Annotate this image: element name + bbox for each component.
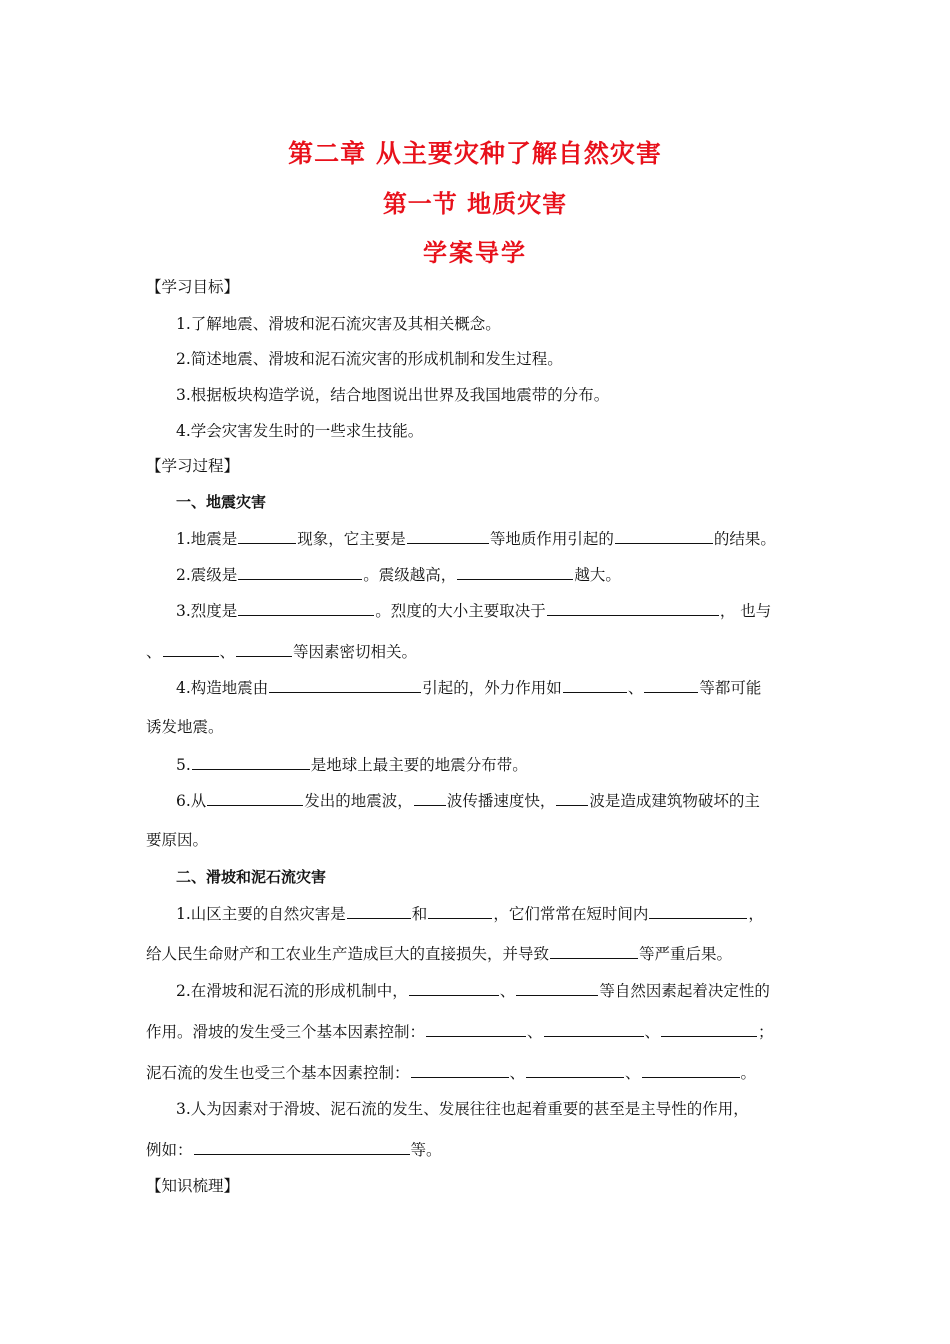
answer-blank[interactable] [428, 902, 492, 919]
answer-blank[interactable] [516, 979, 598, 996]
section-title: 第一节 地质灾害 [382, 190, 568, 218]
question-4: 4.构造地震由 引起的，外力作用如 、 等都可能 [176, 676, 761, 699]
question-2-2-cont2: 泥石流的发生也受三个基本因素控制： 、 、 。 [146, 1061, 756, 1084]
answer-blank[interactable] [238, 563, 362, 580]
answer-blank[interactable] [414, 789, 446, 806]
question-2-1-cont: 给人民生命财产和工农业生产造成巨大的直接损失，并导致 等严重后果。 [146, 942, 732, 965]
guide-title: 学案导学 [423, 239, 527, 267]
answer-blank[interactable] [526, 1061, 624, 1078]
chapter-title: 第二章 从主要灾种了解自然灾害 [288, 139, 662, 168]
goal-item: 2.简述地震、滑坡和泥石流灾害的形成机制和发生过程。 [176, 350, 563, 368]
answer-blank[interactable] [269, 676, 421, 693]
question-6: 6.从 发出的地震波， 波传播速度快， 波是造成建筑物破坏的主 [176, 789, 760, 812]
answer-blank[interactable] [661, 1020, 757, 1037]
answer-blank[interactable] [192, 753, 310, 770]
question-2-3-cont: 例如： 等。 [146, 1138, 442, 1161]
part2-heading: 二、滑坡和泥石流灾害 [176, 868, 327, 886]
answer-blank[interactable] [644, 676, 698, 693]
question-3-cont: 、 、 等因素密切相关。 [146, 640, 417, 663]
part1-heading: 一、地震灾害 [176, 493, 267, 511]
question-1: 1.地震是 现象，它主要是 等地质作用引起的 的结果。 [176, 527, 776, 550]
question-2: 2.震级是 。震级越高， 越大。 [176, 563, 621, 586]
question-6-cont: 要原因。 [146, 831, 209, 849]
goals-heading: 【学习目标】 [146, 278, 240, 296]
question-2-3: 3.人为因素对于滑坡、泥石流的发生、发展往往也起着重要的甚至是主导性的作用， [176, 1100, 749, 1118]
answer-blank[interactable] [457, 563, 573, 580]
answer-blank[interactable] [407, 527, 489, 544]
question-4-cont: 诱发地震。 [146, 718, 224, 736]
goal-item: 4.学会灾害发生时的一些求生技能。 [176, 422, 424, 440]
answer-blank[interactable] [615, 527, 713, 544]
question-3: 3.烈度是 。烈度的大小主要取决于 ， 也与 [176, 599, 771, 622]
question-2-2-cont: 作用。滑坡的发生受三个基本因素控制： 、 、 ； [146, 1020, 774, 1043]
answer-blank[interactable] [163, 640, 219, 657]
answer-blank[interactable] [347, 902, 411, 919]
answer-blank[interactable] [409, 979, 499, 996]
answer-blank[interactable] [194, 1138, 410, 1155]
knowledge-heading: 【知识梳理】 [146, 1177, 240, 1195]
answer-blank[interactable] [426, 1020, 526, 1037]
goal-item: 1.了解地震、滑坡和泥石流灾害及其相关概念。 [176, 315, 501, 333]
process-heading: 【学习过程】 [146, 457, 240, 475]
goal-item: 3.根据板块构造学说，结合地图说出世界及我国地震带的分布。 [176, 386, 610, 404]
question-5: 5. 是地球上最主要的地震分布带。 [176, 753, 528, 776]
answer-blank[interactable] [642, 1061, 740, 1078]
question-2-1: 1.山区主要的自然灾害是 和 ，它们常常在短时间内 ， [176, 902, 764, 925]
answer-blank[interactable] [238, 527, 296, 544]
answer-blank[interactable] [547, 599, 719, 616]
answer-blank[interactable] [563, 676, 627, 693]
answer-blank[interactable] [649, 902, 747, 919]
answer-blank[interactable] [207, 789, 303, 806]
answer-blank[interactable] [238, 599, 374, 616]
answer-blank[interactable] [550, 942, 638, 959]
answer-blank[interactable] [411, 1061, 509, 1078]
answer-blank[interactable] [544, 1020, 644, 1037]
question-2-2: 2.在滑坡和泥石流的形成机制中， 、 等自然因素起着决定性的 [176, 979, 770, 1002]
answer-blank[interactable] [556, 789, 588, 806]
answer-blank[interactable] [236, 640, 292, 657]
